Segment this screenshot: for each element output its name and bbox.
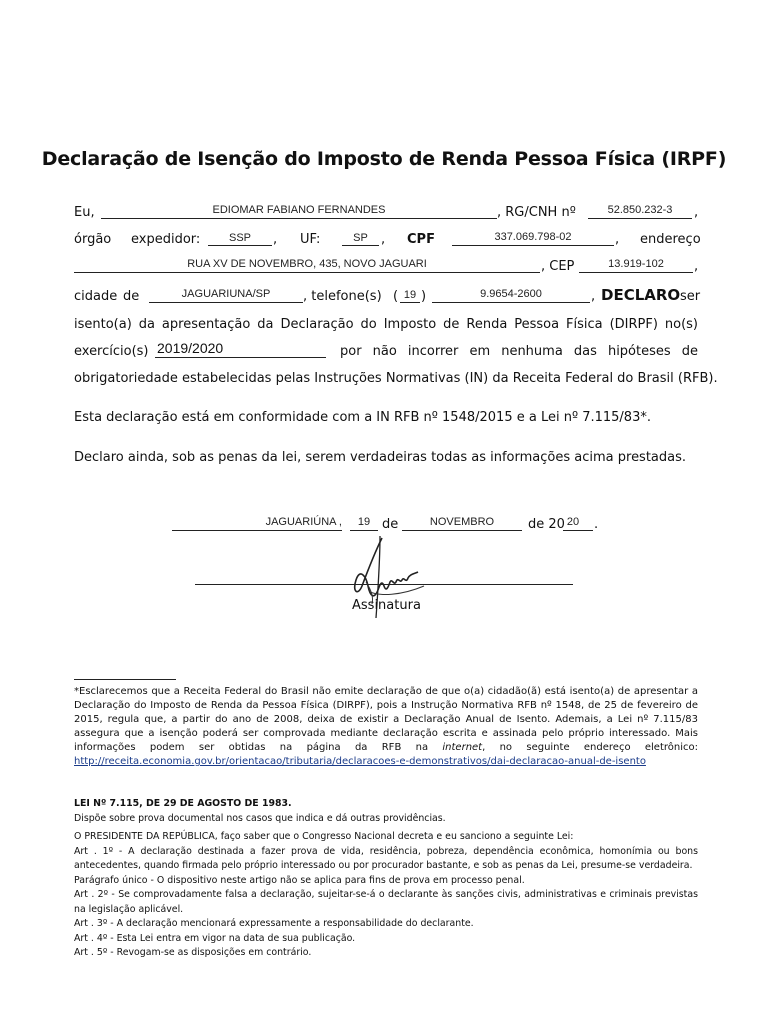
label-endereco: endereço [640,232,701,247]
uf-line [342,245,379,246]
comma: , [381,232,386,247]
city-line [149,302,303,303]
footnote [74,685,698,769]
law-paragrafo: Parágrafo único - O dispositivo neste artigo não se aplica para fins de prova em processo penal. [74,874,525,886]
receita-link[interactable]: http://receita.economia.gov.br/orientacao/tributaria/declaracoes-e-demonstrativos/dai-declaracao-anual-de-isento [74,756,646,767]
label-cidade: cidade [74,289,118,304]
ddd-field[interactable]: 19 [403,289,417,301]
phone-field[interactable]: 9.9654-2600 [480,288,542,300]
uf-field[interactable]: SP [353,232,368,244]
comma: , [273,232,278,247]
law-art1: Art . 1º - A declaração destinada a fazer prova de vida, residência, pobreza, dependência econômica, homonímia ou bons antecedentes, quando firmada pelo próprio interessado ou por procurador bastante, e sob as penas da Lei, presume-se verdadeira. [74,845,698,871]
local-line [172,530,342,531]
paren-open: ( [393,289,399,304]
label-de: de [123,289,140,304]
label-declaro: DECLARO [601,286,681,304]
label-de-year: de 20 [528,517,565,532]
label-telefone: , telefone(s) [303,289,382,304]
footnote-text: *Esclarecemos que a Receita Federal do Brasil não emite declaração de que o(a) cidadão(ã) está isento(a) de apresentar a Declaração do Imposto de Renda da Pessoa Física (DIRPF), pois a Instrução Normativa RFB nº 1548, de 25 de fevereiro de 2015, regula que, a partir do ano de 2008, deixa de existir a Declaração Anual de Isento. Ademais, a Lei nº 7.115/83 assegura que a isenção poderá ser comprovada mediante declaração escrita e assinada pelo próprio interessado. Mais informações podem ser obtidas na página da RFB na [74,686,698,753]
conformidade-text: Esta declaração está em conformidade com a IN RFB nº 1548/2015 e a Lei nº 7.115/83*. [74,410,651,425]
orgao-field[interactable]: SSP [228,232,251,244]
label-rg-cnh: , RG/CNH nº [497,205,576,220]
obrigatoriedade-line: obrigatoriedade estabelecidas pelas Instruções Normativas (IN) da Receita Federal do Brasil (RFB). [74,371,718,386]
comma: , [591,289,596,304]
cep-line [579,272,693,273]
rg-line [588,218,692,219]
comma: , [615,232,620,247]
cep-field[interactable]: 13.919-102 [608,258,664,270]
exercicio-line [155,357,326,358]
name-line [101,218,497,219]
month-field[interactable]: NOVEMBRO [429,516,495,528]
law-art4: Art . 4º - Esta Lei entra em vigor na data de sua publicação. [74,932,356,944]
footnote-separator [74,679,176,680]
city-field[interactable]: JAGUARIUNA/SP [181,288,271,300]
cpf-line [452,245,614,246]
year-line [563,530,593,531]
comma: , [694,205,699,220]
address-line [74,272,540,273]
local-value: JAGUARIÚNA [265,516,336,528]
label-cpf: CPF [407,232,435,247]
name-field[interactable]: EDIOMAR FABIANO FERNANDES [212,204,386,216]
label-uf: UF: [300,232,321,247]
orgao-line [208,245,272,246]
label-de-date: de [382,517,399,532]
exercicio-field[interactable]: 2019/2020 [157,340,224,356]
label-expedidor: expedidor: [131,232,201,247]
por-nao-text: por não incorrer em nenhuma das hipóteses de [340,344,698,359]
day-field[interactable]: 19 [357,516,371,528]
cpf-field[interactable]: 337.069.798-02 [494,231,572,243]
label-cep: , CEP [541,259,575,274]
footnote-internet: internet [442,742,483,753]
local-field[interactable]: JAGUARIÚNA , [265,516,342,528]
document-title: Declaração de Isenção do Imposto de Renda Pessoa Física (IRPF) [41,148,727,170]
label-orgao: órgão [74,232,112,247]
comma: , [694,259,699,274]
footnote-text-after: , no seguinte endereço eletrônico: [482,742,698,753]
paren-close: ) [421,289,427,304]
label-assinatura: Assinatura [352,598,421,613]
label-eu: Eu, [74,205,95,220]
law-subtitle: Dispõe sobre prova documental nos casos que indica e dá outras providências. [74,812,446,824]
law-art2: Art . 2º - Se comprovadamente falsa a declaração, sujeitar-se-á o declarante às sanções civis, administrativas e criminais previstas na legislação aplicável. [74,889,698,915]
law-block [74,797,698,961]
law-art3: Art . 3º - A declaração mencionará expressamente a responsabilidade do declarante. [74,918,474,929]
year-field[interactable]: 20 [566,516,580,528]
law-art5: Art . 5º - Revogam-se as disposições em contrário. [74,947,312,958]
signature-line [195,584,573,585]
period: . [594,517,599,532]
ddd-line [400,302,420,303]
label-ser: ser [680,289,701,304]
declaro-ainda-text: Declaro ainda, sob as penas da lei, serem verdadeiras todas as informações acima prestadas. [74,450,687,465]
address-field[interactable]: RUA XV DE NOVEMBRO, 435, NOVO JAGUARI [187,258,427,270]
rg-field[interactable]: 52.850.232-3 [607,204,673,216]
label-exercicio: exercício(s) [74,344,149,359]
law-intro: O PRESIDENTE DA REPÚBLICA, faço saber que o Congresso Nacional decreta e eu sanciono a seguinte Lei: [74,831,574,842]
isento-line: isento(a) da apresentação da Declaração do Imposto de Renda Pessoa Física (DIRPF) no(s) [74,317,698,332]
law-heading: LEI Nº 7.115, DE 29 DE AGOSTO DE 1983. [74,798,292,809]
phone-line [432,302,590,303]
